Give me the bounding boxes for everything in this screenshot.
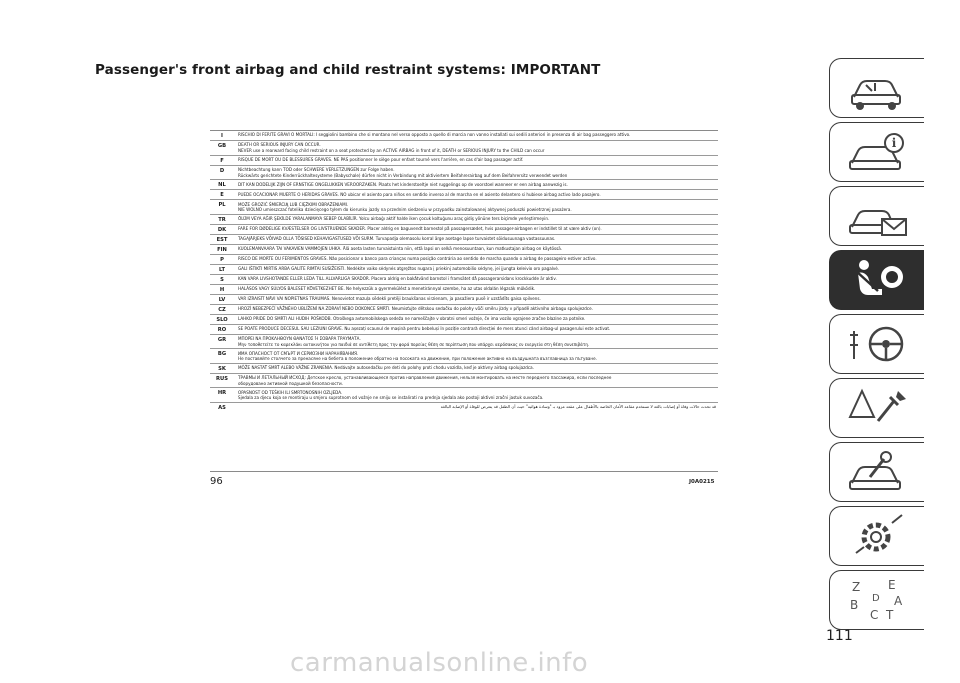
tab-technical-data[interactable] (829, 506, 924, 566)
warning-car-icon (842, 191, 912, 241)
warning-line: RISQUE DE MORT OU DE BLESSURES GRAVES. NE PAS positionner le siège pour enfant tourné vers l'arrière, en cas d'air bag passager actif. (238, 156, 524, 162)
dashboard-icon (842, 63, 912, 113)
tab-index[interactable] (829, 570, 924, 630)
language-code: CZ (218, 306, 226, 313)
warning-text (234, 294, 718, 304)
warning-text (234, 274, 718, 284)
warning-text (234, 180, 718, 190)
warning-text (234, 373, 718, 388)
warning-line: Не поставяйте столчето за пренасяне на бебета в положение обратно на посоката на движение, при положение активно на въздушната възглавница за пътуване. (238, 356, 597, 362)
warning-line: قد تحدث حالات وفاة أو إصابات بالغة لا تستخدم مقاعد الأمان الخاصة بالأطفال على مقعد مزود بـ "وسادة هوائية" حيث أن الطفل قد يتعرض للوفاة أو الإصابة البالغة (440, 404, 716, 410)
steering-wheel-icon (842, 319, 912, 369)
warning-text (234, 155, 718, 165)
language-code: PL (218, 202, 226, 209)
warning-row-tr (210, 214, 718, 224)
warning-row-p (210, 254, 718, 264)
warning-text (234, 244, 718, 254)
warning-row-d (210, 165, 718, 180)
warning-line: TAGAJÄRJEKS VÕIVAD OLLA TÕSISED KEHAVIGASTUSED VÕI SURM. Turvapadja olemasolu korral ärge asetage lapse turvaistet sõidusuunaga vastassuunas. (238, 236, 556, 242)
language-code: P (220, 256, 224, 263)
language-code: TR (218, 216, 226, 223)
language-code: I (221, 133, 223, 139)
alphabet-index-icon (842, 575, 912, 625)
warning-row-rus (210, 373, 718, 388)
svg-text:C: C (870, 608, 879, 622)
warning-row-as (210, 403, 718, 413)
warning-line: MÔŽE NASTAŤ SMRŤ ALEBO VÁŽNE ZRANENIA. Nedávajte autosedačku pre deti do polohy proti chodu vozidla, keď je aktívny airbag spolujazdca. (238, 365, 534, 371)
language-code: DK (217, 226, 227, 233)
warning-line: NEVER use a rearward facing child restraint on a seat protected by an ACTIVE AIRBAG in front of it, DEATH or SERIOUS INJURY to the CHILD can occur (238, 147, 545, 153)
warning-text (234, 403, 718, 413)
warning-line: ИМА ОПАСНОСТ ОТ СМЪРТ И СЕРИОЗНИ НАРАНЯВАНИЯ. (238, 350, 359, 356)
warning-line: HROZÍ NEBEZPEČÍ VÁŽNÉHO UBLÍŽENÍ NA ZDRAVÍ NEBO DOKONCE SMRTI. Neumisťujte dětskou sedačku do polohy vůči směru jízdy v případě aktivního airbagu spolujezdce. (238, 306, 593, 312)
warning-text (234, 214, 718, 224)
page-title: Passenger's front airbag and child restraint systems: IMPORTANT (95, 62, 601, 78)
warning-line: Sjedala za djecu koja se montiraju u smjeru suprotnom od vožnje ne smiju se instalirati na prednja sjedala ako postoji aktivni zračni jastuk suvozača. (238, 395, 544, 401)
warning-text (234, 141, 718, 156)
warning-row-cz (210, 304, 718, 314)
watermark: carmanualsonline.info (290, 648, 589, 678)
reference-code: J0A0215 (689, 479, 715, 485)
warning-line: KUOLEMANVAARA TAI VAKAVIEN VAMMOJEN UHKA. Älä aseta lasten turvaistuinta niin, että lapsi on selkä menosuuntaan, kun matkustajan airbag on käytössä. (238, 246, 563, 252)
language-code: EST (216, 236, 228, 243)
tab-starting-driving[interactable] (829, 314, 924, 374)
tab-warning-lights[interactable] (829, 186, 924, 246)
warning-text (234, 264, 718, 274)
warning-row-gr (210, 334, 718, 349)
language-code: E (220, 192, 224, 199)
emergency-tools-icon (842, 383, 912, 433)
warning-line: KAN VARA LIVSHOTANDE ELLER LEDA TILL ALLVARLIGA SKADOR. Placera aldrig en bakåtvänd barnstol i framsätet då passagerarsidans krockkudde är aktiv. (238, 276, 557, 282)
warning-line: RISCO DE MORTE OU FERIMENTOS GRAVES. Não posicionar o banco para crianças numa posição contrária ao sentido de marcha quando o airbag de passageiro estiver activo. (238, 256, 597, 262)
language-code: SLO (216, 316, 228, 323)
warning-line: HALÁSOS VAGY SÚLYOS BALESET KÖVETKEZHET BE. Ne helyezzük a gyermekülést a menetiránnyal szembe, ha az utas oldalán légzsák működik. (238, 286, 536, 292)
warning-line: ÖLÜM VEYA AĞIR ŞEKİLDE YARALANMAYA SEBEP OLABİLİR. Yolcu airbağı aktif halde iken çocuk koltuğunu araç gidiş yönüne ters biçimde yerleştirmeyin. (238, 216, 550, 222)
language-code: LV (218, 296, 226, 303)
warning-line: Μην τοποθετείτε το καρεκλάκι αυτοκινήτου για παιδιά σε αντίθετη προς την φορά πορείας θέση σε περίπτωση που υπάρχει αερόσακος εν ενεργεία στη θέση συνεπιβάτη. (238, 341, 590, 347)
tab-maintenance[interactable] (829, 442, 924, 502)
warning-row-est (210, 234, 718, 244)
warning-line: RISCHIO DI FERITE GRAVI O MORTALI: I seggiolini bambino che si montano nel verso opposto a quello di marcia non vanno installati sui sedili anteriori in presenza di air bag passeggero attivo. (238, 132, 631, 138)
warning-row-i (210, 131, 718, 141)
warning-line: ТРАВМЫ И ЛЕТАЛЬНЫЙ ИСХОД: Детское кресло, устанавливающееся против направления движения, нельзя монтировать на месте переднего пассажира, если последнее (238, 375, 612, 381)
svg-text:E: E (888, 578, 896, 592)
language-code: NL (218, 182, 226, 189)
warning-text (234, 324, 718, 334)
language-code: FIN (217, 246, 227, 253)
warning-text (234, 234, 718, 244)
language-code: BG (217, 351, 227, 358)
warning-text (234, 388, 718, 403)
warning-line: LAHKO PRIDE DO SMRTI ALI HUDIH POŠKODB. Otroškega avtomobilskega sedeža ne nameščajte v obratni smeri vožnje, če ima vozilo vgrajene zračne blazine za potnike. (238, 316, 586, 322)
warning-row-sk (210, 363, 718, 373)
warning-text (234, 224, 718, 234)
warning-line: FARE FOR DØDELIGE KVÆSTELSER OG LIVSTRUENDE SKADER. Placer aldrig en baguvendt barnestol på passagersædet, hvis passager-airbagen er indstillet til at være aktiv (on). (238, 226, 602, 232)
tab-emergency[interactable] (829, 378, 924, 438)
warning-line: DEATH OR SERIOUS INJURY CAN OCCUR. (238, 142, 321, 148)
language-code: LT (219, 266, 225, 273)
page-number: 111 (826, 628, 853, 644)
warning-row-gb (210, 141, 718, 156)
tab-dashboard[interactable] (829, 58, 924, 118)
svg-text:D: D (872, 593, 880, 604)
warning-line: OPASNOST OD TEŠKIH ILI SMRTONOSNIH OZLJEDA. (238, 389, 343, 395)
warning-line: GALI IŠTIKTI MIRTIS ARBA GALITE RIMTAI SUSIŽEISTI. Nedėkite vaiko sėdynės atgręžtos nugara į priekinį automobilio sėdynę, jei įjungta keleivio oro pagalvė. (238, 266, 560, 272)
warning-line: VAR IZRAISĪT NĀVI VAI NOPIETNAS TRAUMAS. Nenovietot mazuļa sēdekli pretēji braukšanas virzienam, ja pasažiera pusē ir uzstādīts gaisa spilvens. (238, 296, 541, 302)
chapter-sidebar (825, 58, 935, 634)
language-code: AS (218, 405, 226, 412)
wrench-car-icon (842, 447, 912, 497)
warning-line: Nichtbeachtung kann TOD oder SCHWERE VERLETZUNGEN zur Folge haben. (238, 166, 395, 172)
warning-row-s (210, 274, 718, 284)
warning-text (234, 190, 718, 200)
warning-line: SE POATE PRODUCE DECESUL SAU LEZIUNI GRAVE. Nu așezați scaunul de mașină pentru bebeluși în poziție contrară direcției de mers atunci când airbag-ul pasagerului este activat. (238, 326, 611, 332)
warning-row-ro (210, 324, 718, 334)
language-code: RUS (216, 375, 228, 382)
warning-text (234, 131, 718, 141)
warning-text (234, 284, 718, 294)
warning-text (234, 254, 718, 264)
airbag-seatbelt-icon (842, 255, 912, 305)
language-code: HR (217, 390, 227, 397)
svg-text:Z: Z (852, 580, 861, 594)
language-code: GR (217, 336, 227, 343)
gear-wrench-icon (842, 511, 912, 561)
warning-rows (210, 131, 718, 412)
warning-row-fin (210, 244, 718, 254)
warning-text (234, 349, 718, 364)
warning-row-bg (210, 349, 718, 364)
warning-line: PUEDE OCACIONAR MUERTE O HERIDAS GRAVES. NO ubicar el asiento para niños en sentido inverso al de marcha en el asiento delantero si hubiese airbag activo lado pasajero. (238, 191, 601, 197)
warning-row-slo (210, 314, 718, 324)
language-code: GB (217, 143, 227, 149)
warning-table (210, 131, 718, 412)
warning-row-dk (210, 224, 718, 234)
svg-text:B: B (850, 598, 859, 612)
warning-text (234, 200, 718, 215)
warning-row-h (210, 284, 718, 294)
language-code: F (220, 157, 224, 164)
svg-text:A: A (894, 594, 903, 608)
warning-line: ΜΠΟΡΕΙ ΝΑ ΠΡΟΚΛΗΘΟΥΝ ΘΑΝΑΤΟΣ Ή ΣΟΒΑΡΑ ΤΡΑΥΜΑΤΑ. (238, 336, 361, 342)
warning-row-hr (210, 388, 718, 403)
warning-row-f (210, 155, 718, 165)
warning-text (234, 334, 718, 349)
language-code: SK (218, 365, 226, 372)
language-code: RO (217, 326, 227, 333)
warning-line: Rückwärts gerichtete Kinderrückhaltesysteme (Babyschale) dürfen nicht in Verbindung mit aktiviertem Beifahrerairbag auf dem Beifahrersitz verwendet werden (238, 172, 568, 178)
warning-text (234, 363, 718, 373)
warning-line: оборудовано активной подушкой безопасности. (238, 380, 343, 386)
airbag-warning-label (210, 130, 718, 472)
warning-text (234, 165, 718, 180)
warning-row-pl (210, 200, 718, 215)
warning-text (234, 314, 718, 324)
warning-line: DIT KAN DODELIJK ZIJN OF ERNSTIGE ONGELUKKEN VEROORZAKEN. Plaats het kinderstoeltje niet ruggelings op de voorstoel wanneer er een airbag aanwezig is. (238, 181, 568, 187)
svg-text:i: i (891, 136, 897, 150)
warning-row-e (210, 190, 718, 200)
tab-vehicle-info[interactable] (829, 122, 924, 182)
language-code: H (219, 286, 225, 293)
car-info-icon (842, 127, 912, 177)
language-code: D (219, 167, 225, 174)
inner-page-number: 96 (210, 476, 223, 487)
language-code: S (220, 276, 224, 283)
warning-row-lv (210, 294, 718, 304)
warning-row-lt (210, 264, 718, 274)
tab-safety[interactable] (829, 250, 924, 310)
warning-row-nl (210, 180, 718, 190)
warning-line: MOŻE GROZIĆ ŚMIERCIĄ LUB CIĘŻKIMI OBRAŻENIAMI. (238, 201, 349, 207)
warning-text (234, 304, 718, 314)
warning-line: NIE WOLNO umieszczać fotelika dziecięcego tyłem do kierunku jazdy na przednim siedzeniu w przypadku zainstalowanej aktywnej poduszki powietrznej pasażera. (238, 207, 572, 213)
svg-text:T: T (886, 608, 894, 622)
